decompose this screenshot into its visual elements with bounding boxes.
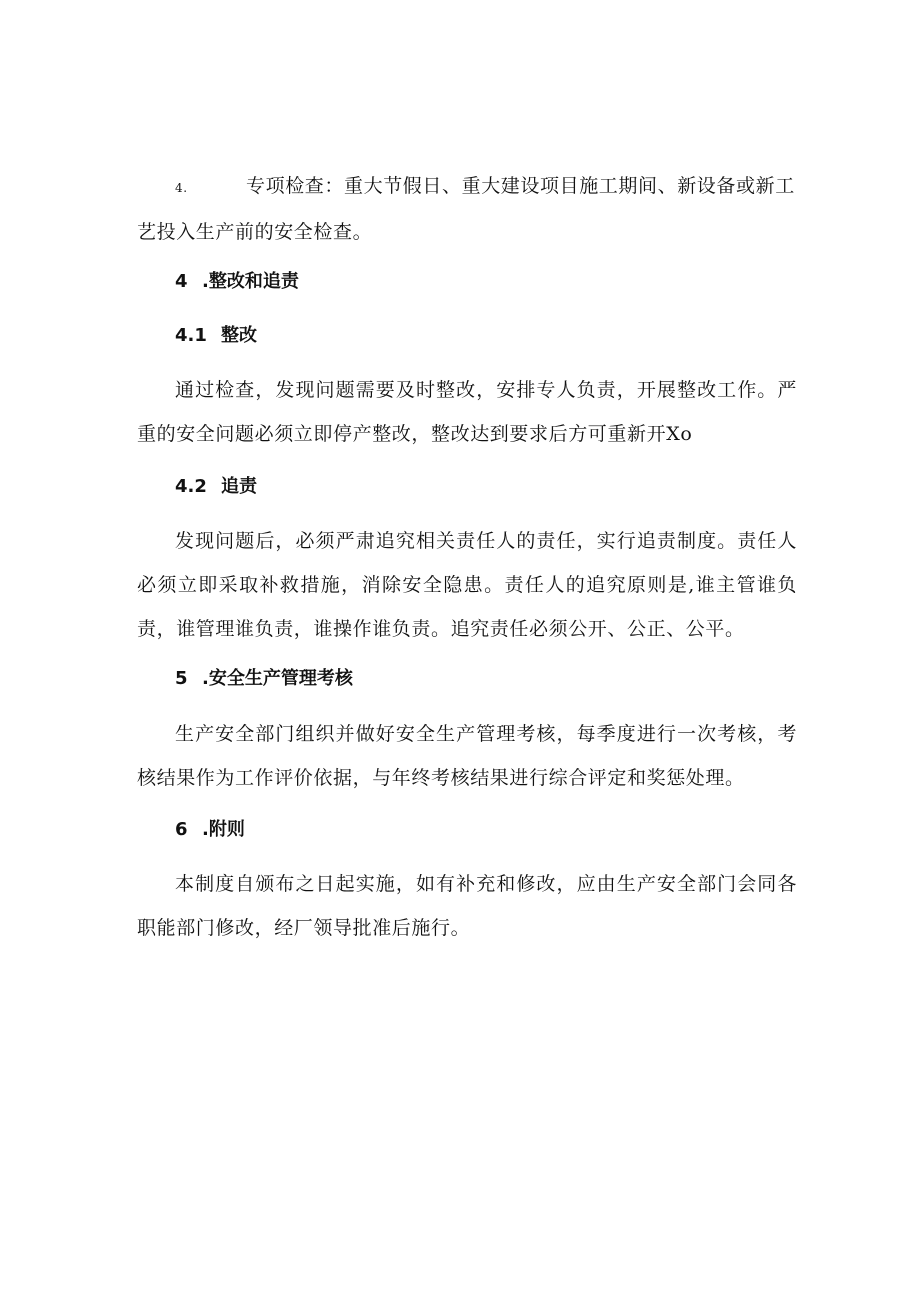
section-title: .安全生产管理考核 bbox=[202, 668, 353, 689]
section-title: .附则 bbox=[202, 819, 245, 840]
section-title: .整改和追责 bbox=[202, 271, 299, 292]
subsection-title: 追责 bbox=[221, 476, 257, 497]
subsection-number: 4.1 bbox=[175, 325, 207, 346]
subsection-number: 4.2 bbox=[175, 476, 207, 497]
list-item-text: 专项检查：重大节假日、重大建设项目施工期间、新设备或新工艺投入生产前的安全检查。 bbox=[137, 175, 795, 243]
list-item-special-inspection bbox=[137, 164, 797, 254]
section-heading-rectification-accountability bbox=[137, 267, 835, 297]
list-item-number: 4. bbox=[175, 181, 188, 195]
subsection-title: 整改 bbox=[221, 325, 257, 346]
subsection-heading-accountability bbox=[137, 472, 835, 502]
section-number: 4 bbox=[175, 271, 188, 292]
section-heading-safety-assessment bbox=[137, 664, 835, 694]
paragraph-rectification: 通过检查，发现问题需要及时整改，安排专人负责，开展整改工作。严重的安全问题必须立即停产整改，整改达到要求后方可重新开Xo bbox=[137, 379, 797, 445]
section-number: 6 bbox=[175, 819, 188, 840]
section-number: 5 bbox=[175, 668, 188, 689]
paragraph-safety-assessment: 生产安全部门组织并做好安全生产管理考核，每季度进行一次考核，考核结果作为工作评价依据，与年终考核结果进行综合评定和奖惩处理。 bbox=[137, 723, 797, 789]
section-heading-supplementary-provisions bbox=[137, 815, 835, 845]
paragraph-supplementary-provisions: 本制度自颁布之日起实施，如有补充和修改，应由生产安全部门会同各职能部门修改，经厂领导批准后施行。 bbox=[137, 873, 797, 939]
paragraph-accountability: 发现问题后，必须严肃追究相关责任人的责任，实行追责制度。责任人必须立即采取补救措施，消除安全隐患。责任人的追究原则是,谁主管谁负责，谁管理谁负责，谁操作谁负责。追究责任必须公开、公正、公平。 bbox=[137, 530, 797, 640]
subsection-heading-rectification bbox=[137, 321, 835, 351]
